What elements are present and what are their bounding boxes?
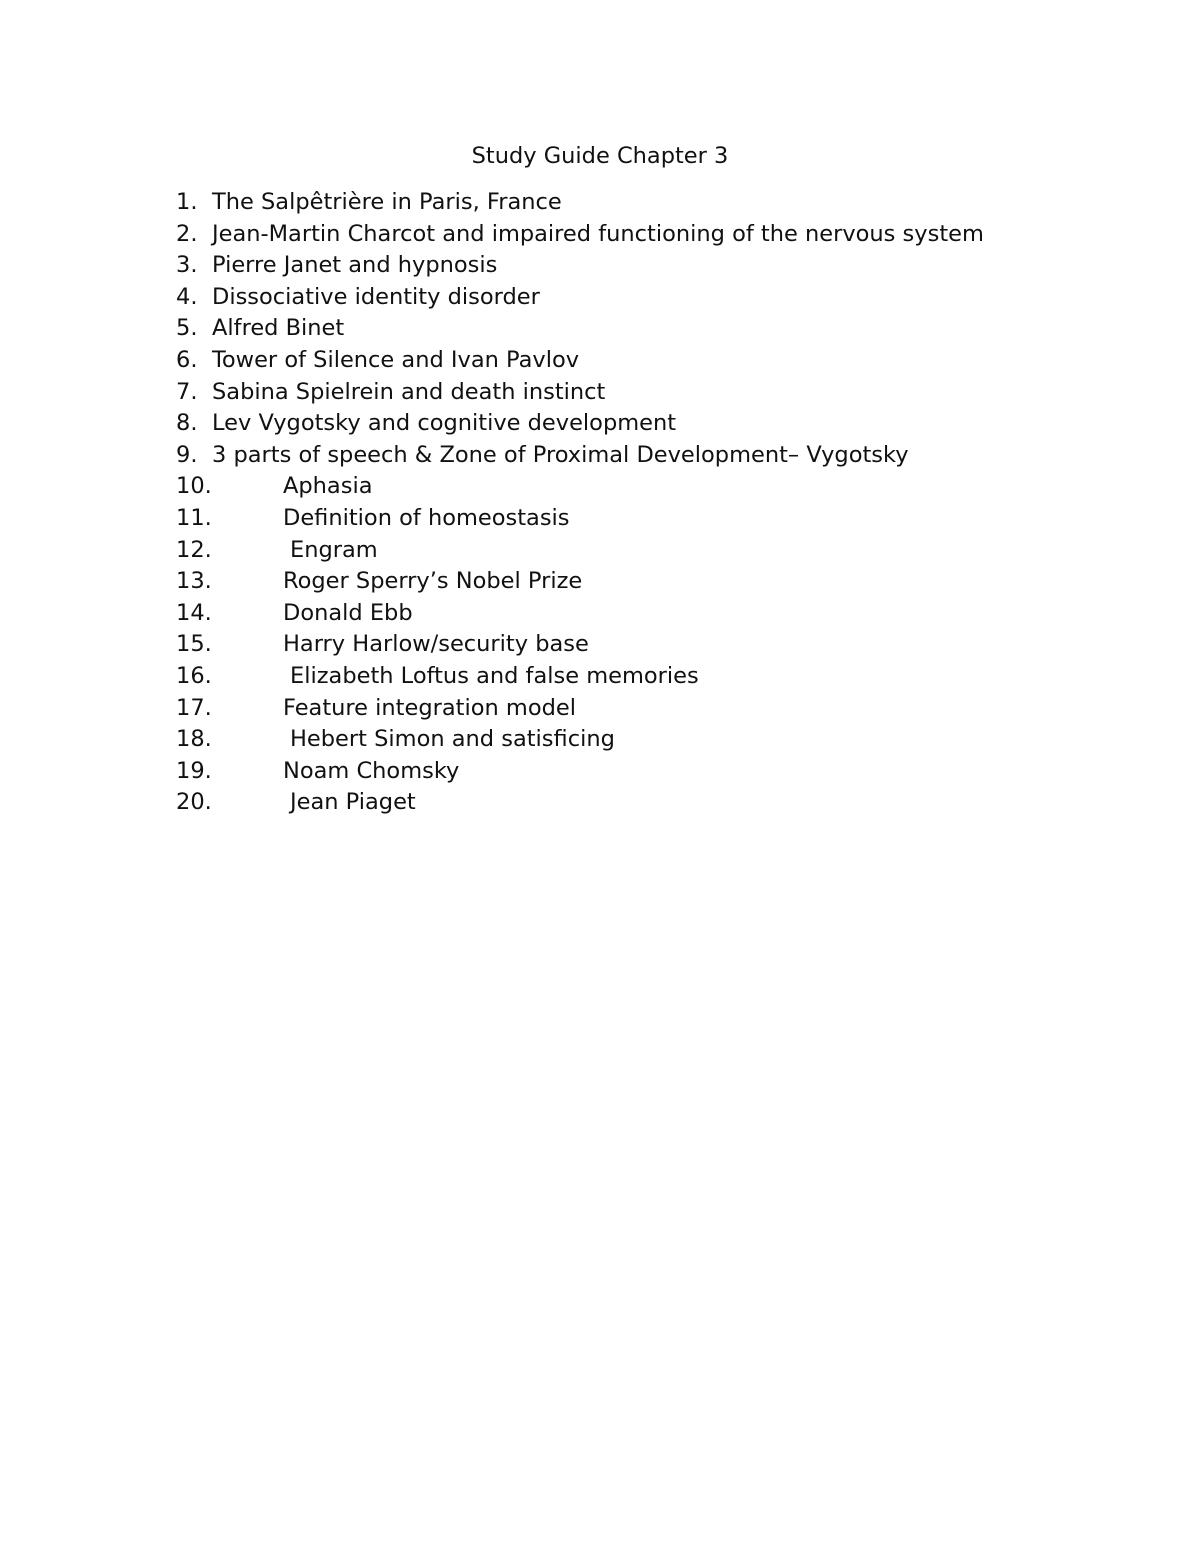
item-text: Engram (290, 536, 378, 563)
item-number: 10. (176, 473, 212, 500)
list-item (0, 756, 1200, 788)
item-number: 20. (176, 789, 212, 816)
item-number: 8. (176, 410, 198, 437)
item-text: Noam Chomsky (283, 757, 460, 784)
list-item (0, 187, 1200, 219)
list-item (0, 724, 1200, 756)
list-item (0, 408, 1200, 440)
item-number: 14. (176, 599, 212, 626)
item-text: Donald Ebb (283, 599, 413, 626)
list-item (0, 345, 1200, 377)
item-text: Sabina Spielrein and death instinct (212, 378, 606, 405)
page-title: Study Guide Chapter 3 (471, 143, 729, 169)
list-item (0, 377, 1200, 409)
item-number: 18. (176, 726, 212, 753)
item-text: Pierre Janet and hypnosis (212, 252, 498, 279)
item-text: Elizabeth Loftus and false memories (290, 662, 699, 689)
list-item (0, 661, 1200, 693)
item-text: Roger Sperry’s Nobel Prize (283, 568, 583, 595)
item-number: 9. (176, 441, 198, 468)
item-text: Tower of Silence and Ivan Pavlov (212, 346, 580, 373)
item-text: Definition of homeostasis (283, 504, 570, 531)
item-number: 17. (176, 694, 212, 721)
item-number: 1. (176, 189, 198, 215)
item-number: 4. (176, 283, 198, 310)
item-text: Feature integration model (283, 694, 576, 721)
item-number: 2. (176, 220, 198, 247)
study-guide-list (0, 187, 1200, 819)
list-item (0, 566, 1200, 598)
list-item (0, 219, 1200, 251)
item-number: 13. (176, 568, 212, 595)
list-item (0, 503, 1200, 535)
item-text: Dissociative identity disorder (212, 283, 540, 310)
list-item (0, 282, 1200, 314)
item-number: 3. (176, 252, 198, 279)
item-number: 16. (176, 662, 212, 689)
item-text: Aphasia (283, 473, 373, 500)
list-item (0, 535, 1200, 567)
item-number: 19. (176, 757, 212, 784)
item-text: Jean Piaget (290, 789, 416, 816)
item-number: 6. (176, 346, 198, 373)
item-text: The Salpêtrière in Paris, France (212, 189, 562, 215)
item-number: 12. (176, 536, 212, 563)
list-item (0, 787, 1200, 819)
list-item (0, 313, 1200, 345)
item-number: 5. (176, 315, 198, 342)
item-number: 15. (176, 631, 212, 658)
list-item (0, 693, 1200, 725)
list-item (0, 629, 1200, 661)
list-item (0, 250, 1200, 282)
list-item (0, 471, 1200, 503)
list-item (0, 440, 1200, 472)
list-item (0, 598, 1200, 630)
item-text: 3 parts of speech & Zone of Proximal Development– Vygotsky (212, 441, 909, 468)
item-number: 11. (176, 504, 212, 531)
item-text: Harry Harlow/security base (283, 631, 589, 658)
item-text: Hebert Simon and satisficing (290, 726, 615, 753)
item-number: 7. (176, 378, 198, 405)
item-text: Jean-Martin Charcot and impaired functioning of the nervous system (212, 220, 984, 247)
item-text: Lev Vygotsky and cognitive development (212, 410, 677, 437)
item-text: Alfred Binet (212, 315, 345, 342)
